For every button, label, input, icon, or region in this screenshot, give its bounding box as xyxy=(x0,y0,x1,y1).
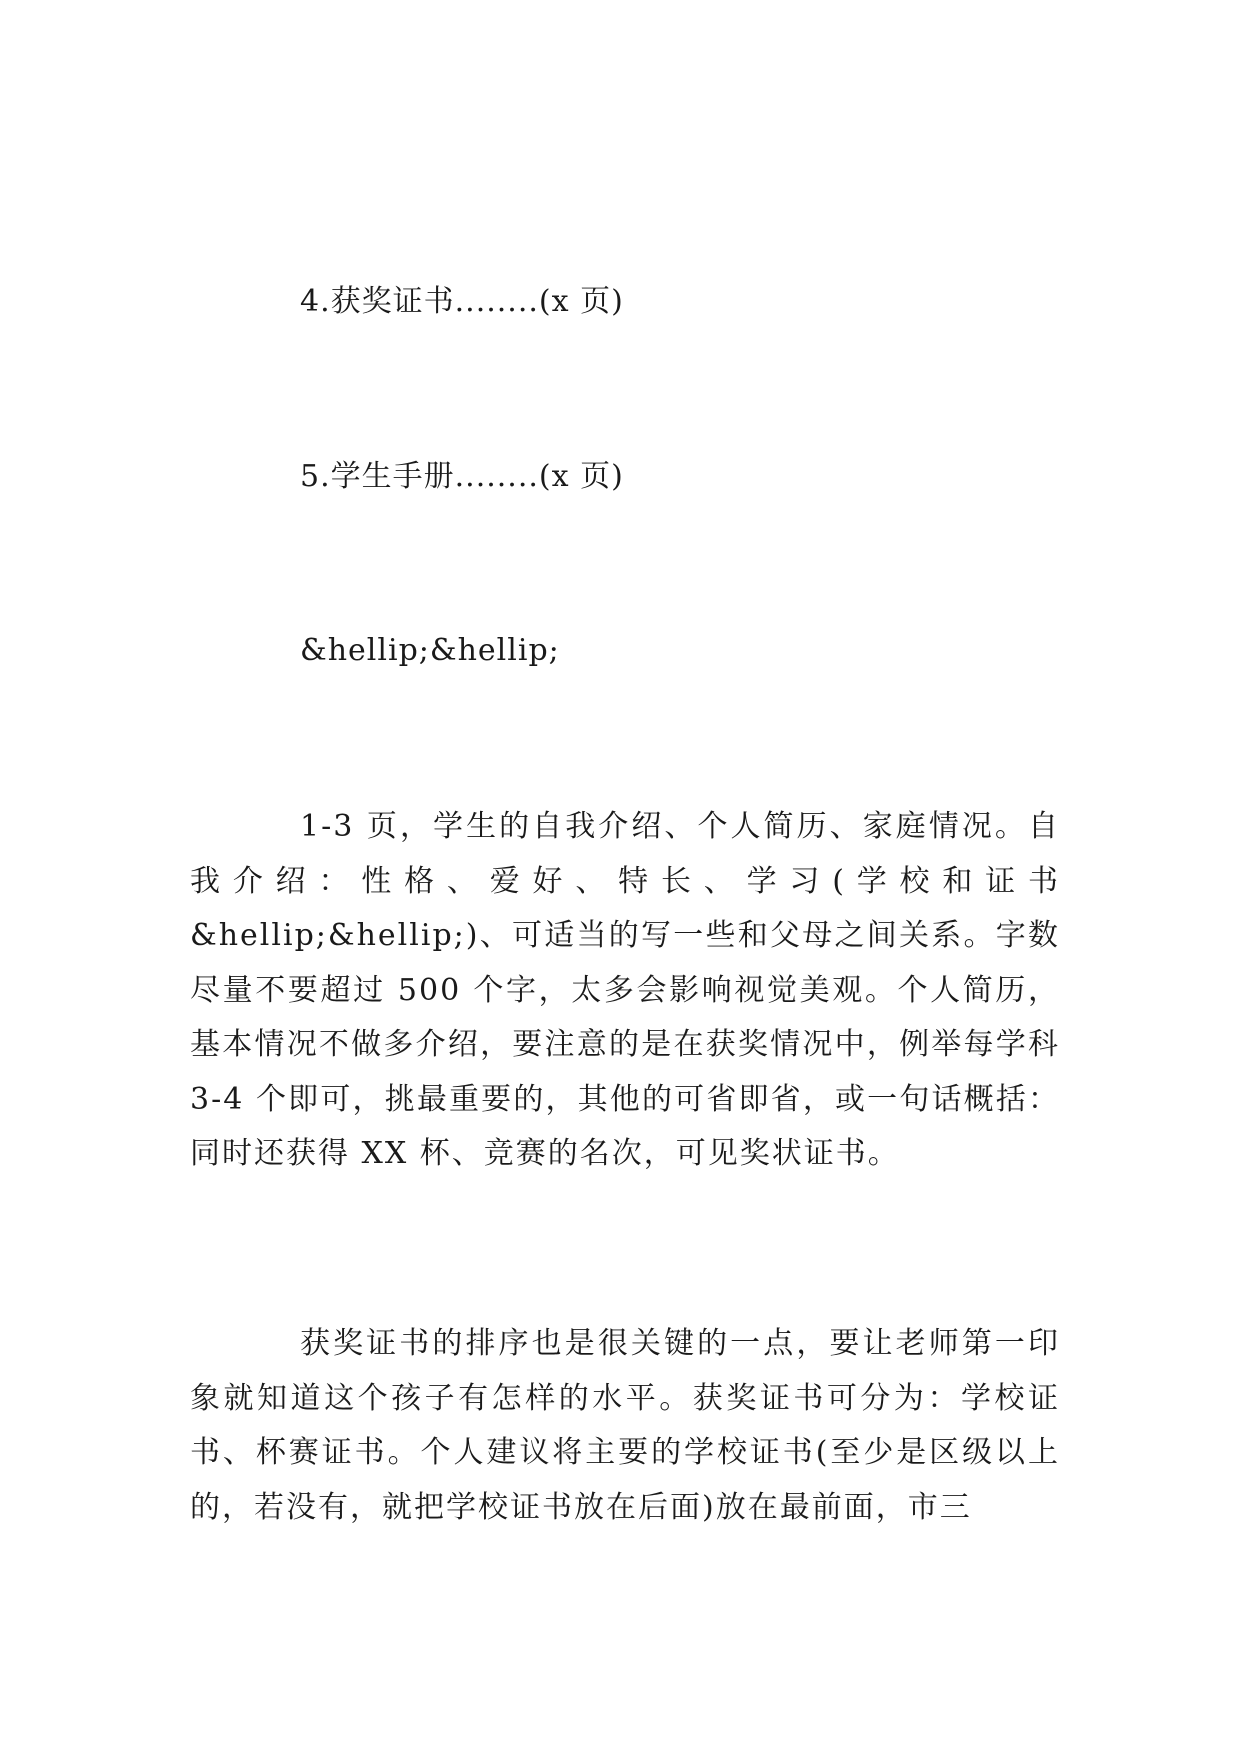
paragraph-certificate-order: 获奖证书的排序也是很关键的一点，要让老师第一印象就知道这个孩子有怎样的水平。获奖证书可分为：学校证书、杯赛证书。个人建议将主要的学校证书(至少是区级以上的，若没有，就把学校证书放在后面)放在最前面，市三 xyxy=(190,1326,1060,1525)
toc-item-student-handbook: 5.学生手册........(x 页) xyxy=(300,459,624,494)
toc-item-ellipsis: &hellip;&hellip; xyxy=(300,633,560,668)
paragraph-self-introduction: 1-3 页，学生的自我介绍、个人简历、家庭情况。自我介绍：性格、爱好、特长、学习(学校和证书&hellip;&hellip;)、可适当的写一些和父母之间关系。字数尽量不要超过 500 个字，太多会影响视觉美观。个人简历，基本情况不做多介绍，要注意的是在获奖情况中，例举每学科 3-4 个即可，挑最重要的，其他的可省即省，或一句话概括：同时还获得 XX 杯、竞赛的名次，可见奖状证书。 xyxy=(190,809,1060,1171)
toc-item-certificates: 4.获奖证书........(x 页) xyxy=(300,284,624,319)
